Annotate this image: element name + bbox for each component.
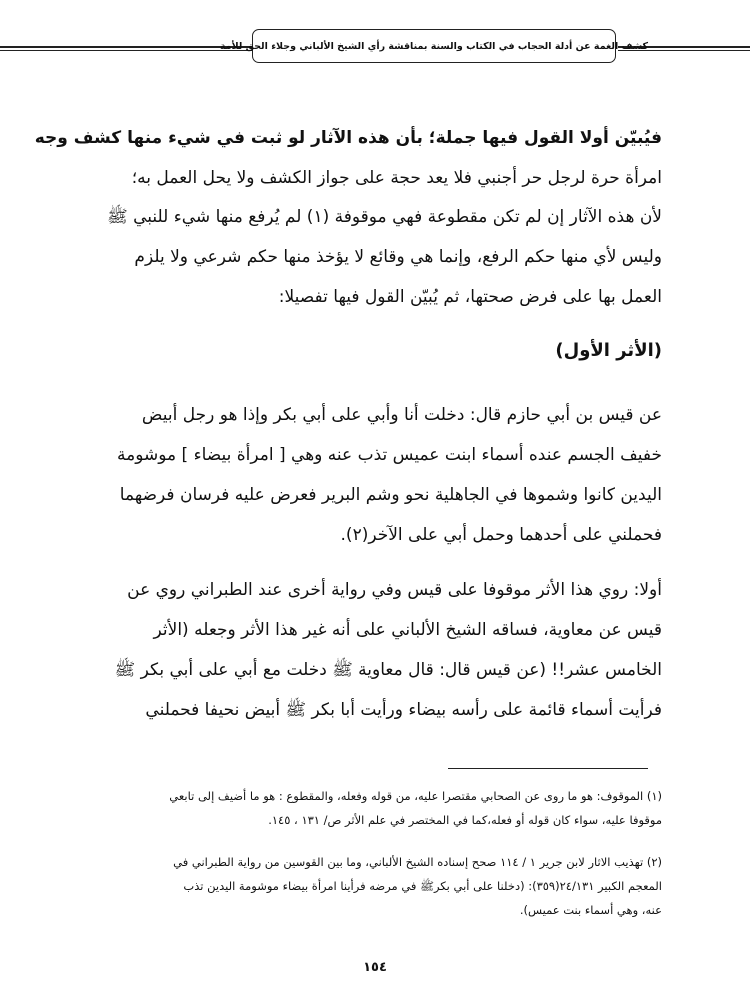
paragraph-1-line-5: العمل بها على فرض صحتها، ثم يُبيّن القول فيها تفصيلا: bbox=[278, 287, 662, 307]
footnote-2-line-2: المعجم الكبير ٢٤/١٣١(٣٥٩): (دخلنا على أبي بكرﷺ في مرضه فرأينا امرأة بيضاء موشومة اليدين تذب bbox=[183, 879, 662, 893]
paragraph-3-line-2: قيس عن معاوية، فساقه الشيخ الألباني على أنه غير هذا الأثر وجعله (الأثر bbox=[153, 620, 662, 640]
paragraph-1-line-3: لأن هذه الآثار إن لم تكن مقطوعة فهي موقوفة (١) لم يُرفع منها شيء للنبي ﷺ bbox=[107, 207, 662, 227]
paragraph-1-line-1: فيُبيّن أولا القول فيها جملة؛ بأن هذه الآثار لو ثبت في شيء منها كشف وجه bbox=[34, 128, 662, 148]
paragraph-3-line-4: فرأيت أسماء قائمة على رأسه بيضاء ورأيت أبا بكر ﷺ أبيض نحيفا فحملني bbox=[145, 700, 662, 720]
footnote-2-line-3: عنه، وهي أسماء بنت عميس). bbox=[519, 903, 662, 917]
paragraph-3-line-3: الخامس عشر!! (عن قيس قال: قال معاوية ﷺ دخلت مع أبي على أبي بكر ﷺ bbox=[114, 660, 662, 680]
running-header bbox=[219, 29, 649, 63]
section-heading: (الأثر الأول) bbox=[555, 340, 662, 361]
paragraph-2-line-4: فحملني على أحدهما وحمل أبي على الآخر(٢). bbox=[340, 525, 662, 545]
running-header-title: كشف الغمة عن أدلة الحجاب في الكتاب والسنة بمناقشة رأي الشيخ الألباني وجلاء الحق للأمة bbox=[219, 40, 649, 52]
paragraph-2-line-1: عن قيس بن أبي حازم قال: دخلت أنا وأبي على أبي بكر وإذا هو رجل أبيض bbox=[141, 405, 662, 425]
paragraph-2-line-3: اليدين كانوا وشموها في الجاهلية نحو وشم البرير فعرض عليه فرسان فرضهما bbox=[119, 485, 662, 505]
header-rule-left bbox=[0, 46, 252, 51]
footnote-1-line-1: (١) الموقوف: هو ما روى عن الصحابي مقتصرا عليه، من قوله وفعله، والمقطوع : هو ما أضيف إلى تابعي bbox=[169, 789, 662, 803]
paragraph-1-line-4: وليس لأي منها حكم الرفع، وإنما هي وقائع لا يؤخذ منها حكم شرعي ولا يلزم bbox=[134, 247, 662, 267]
paragraph-2-line-2: خفيف الجسم عنده أسماء ابنت عميس تذب عنه وهي [ امرأة بيضاء ] موشومة bbox=[117, 445, 662, 465]
paragraph-3-line-1: أولا: روي هذا الأثر موقوفا على قيس وفي رواية أخرى عند الطبراني روي عن bbox=[127, 580, 662, 600]
page-number: ١٥٤ bbox=[363, 960, 387, 975]
footnote-rule bbox=[448, 768, 648, 769]
footnote-2-line-1: (٢) تهذيب الاثار لابن جرير ١ / ١١٤ صحح إسناده الشيخ الألباني، وما بين القوسين من رواية الطبراني في bbox=[173, 855, 662, 869]
paragraph-1-line-2: امرأة حرة لرجل حر أجنبي فلا يعد حجة على جواز الكشف ولا يحل العمل به؛ bbox=[131, 168, 662, 188]
footnote-1-line-2: موقوفا عليه، سواء كان قوله أو فعله،كما في المختصر في علم الأثر ص/ ١٣١ ، ١٤٥. bbox=[268, 813, 662, 827]
